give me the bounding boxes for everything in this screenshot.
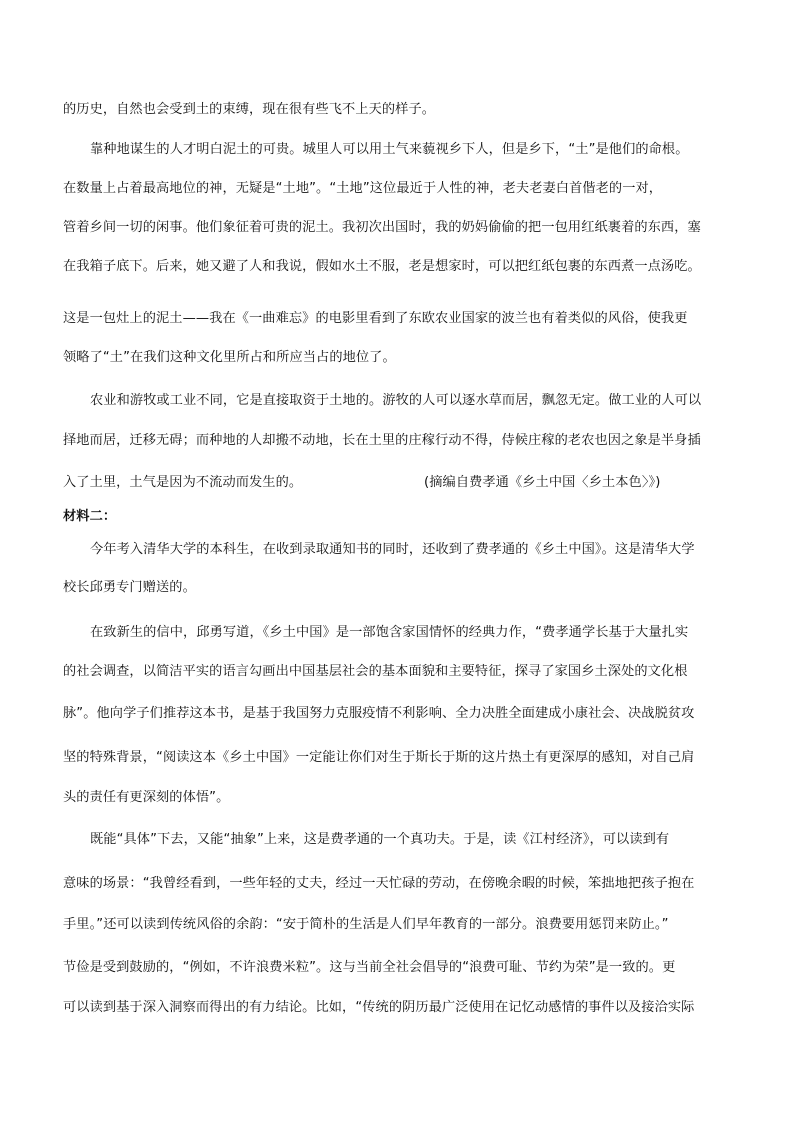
paragraph-line: 这是一包灶上的泥土——我在《一曲难忘》的电影里看到了东欧农业国家的波兰也有着类似的风俗，使我更 (63, 311, 688, 326)
paragraph-line: 校长邱勇专门赠送的。 (63, 580, 196, 595)
paragraph-line: 入了土里，土气是因为不流动而发生的。 (63, 475, 303, 490)
paragraph-line: 的社会调查，以简洁平实的语言勾画出中国基层社会的基本面貌和主要特征，探寻了家国乡土深处的文化根 (63, 664, 688, 679)
paragraph-line: 手里。”还可以读到传统风俗的余韵：“安于简朴的生活是人们早年教育的一部分。浪费要用惩罚来防止。” (63, 917, 669, 932)
paragraph-line: 领略了“土”在我们这种文化里所占和所应当占的地位了。 (63, 350, 396, 365)
paragraph-line: 农业和游牧或工业不同，它是直接取资于土地的。游牧的人可以逐水草而居，飘忽无定。做工业的人可以 (90, 393, 702, 408)
section-heading: 材料二： (63, 509, 117, 524)
paragraph-line: 今年考入清华大学的本科生，在收到录取通知书的同时，还收到了费孝通的《乡土中国》。这是清华大学 (90, 542, 695, 557)
paragraph-line: 在我箱子底下。后来，她又避了人和我说，假如水土不服，老是想家时，可以把红纸包裹的东西煮一点汤吃。 (63, 259, 701, 274)
paragraph-line: 可以读到基于深入洞察而得出的有力结论。比如，“传统的阴历最广泛使用在记忆动感情的事件以及接洽实际 (63, 1000, 695, 1015)
paragraph-line: 靠种地谋生的人才明白泥土的可贵。城里人可以用土气来藐视乡下人，但是乡下，“土”是他们的命根。 (90, 142, 689, 157)
paragraph-line: 意味的场景：“我曾经看到，一些年轻的丈夫，经过一天忙碌的劳动，在傍晚余暇的时候，笨拙地把孩子抱在 (63, 876, 695, 891)
paragraph-line: 择地而居，迁移无碍；而种地的人却搬不动地，长在土里的庄稼行动不得，侍候庄稼的老农也因之象是半身插 (63, 433, 701, 448)
paragraph-line: 坚的特殊背景，“阅读这本《乡土中国》一定能让你们对生于斯长于斯的这片热土有更深厚的感知，对自己肩 (63, 750, 695, 765)
paragraph-line: 节俭是受到鼓励的，“例如，不许浪费米粒”。这与当前全社会倡导的“浪费可耻、节约为荣”是一致的。更 (63, 960, 676, 975)
paragraph-line: 头的责任有更深刻的体悟”。 (63, 790, 230, 805)
paragraph-line: 管着乡间一切的闲事。他们象征着可贵的泥土。我初次出国时，我的奶妈偷偷的把一包用红纸裹着的东西，塞 (63, 220, 701, 235)
paragraph-line: 在数量上占着最高地位的神，无疑是“土地”。“土地”这位最近于人性的神，老夫老妻白首偕老的一对， (63, 181, 663, 196)
paragraph-line: 既能“具体”下去，又能“抽象”上来，这是费孝通的一个真功夫。于是，读《江村经济》，可以读到有 (90, 832, 670, 847)
paragraph-line: 脉”。他向学子们推荐这本书，是基于我国努力克服疫情不利影响、全力决胜全面建成小康社会、决战脱贫攻 (63, 706, 695, 721)
paragraph-line: 在致新生的信中，邱勇写道，《乡土中国》是一部饱含家国情怀的经典力作，“费孝通学长基于大量扎实 (90, 625, 689, 640)
source-citation: (摘编自费孝通《乡土中国〈乡土本色〉》) (424, 475, 661, 490)
paragraph-line: 的历史，自然也会受到土的束缚，现在很有些飞不上天的样子。 (63, 102, 436, 117)
